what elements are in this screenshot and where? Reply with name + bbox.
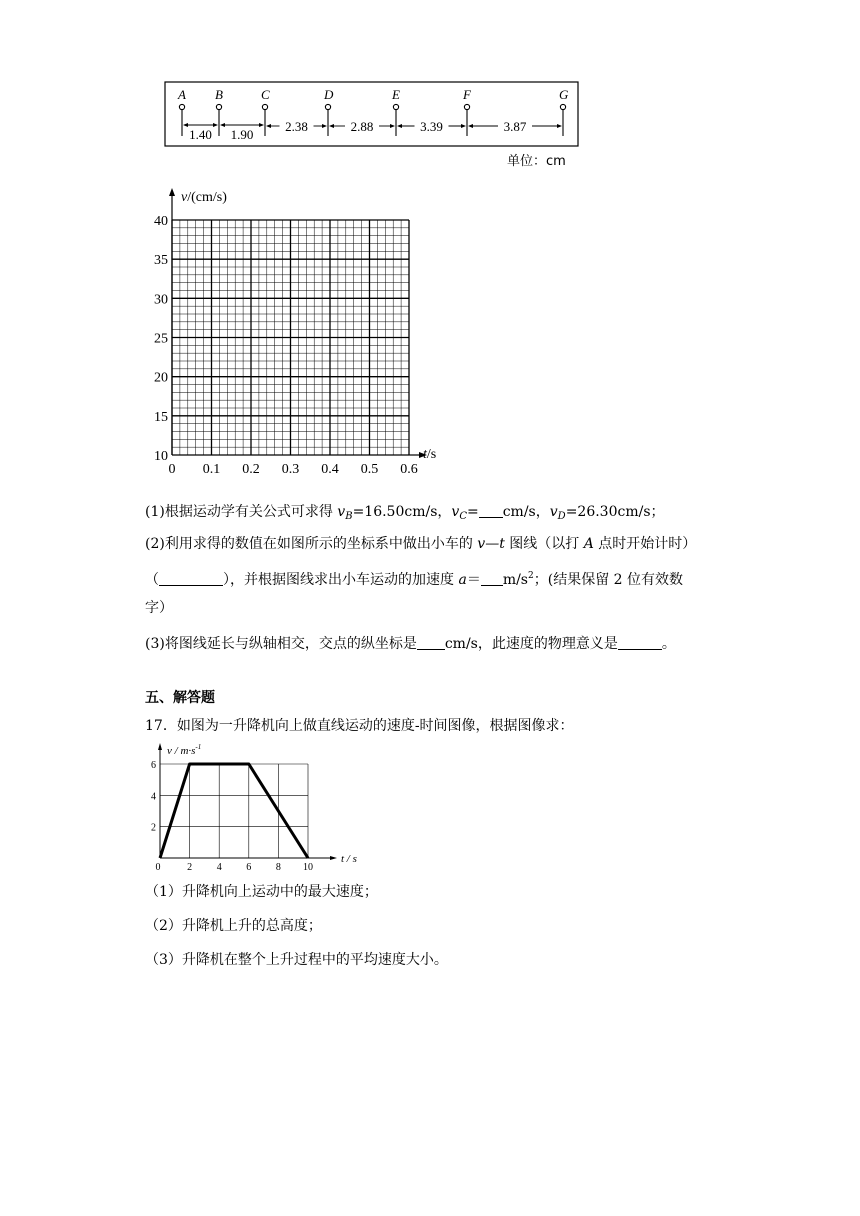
tape-point-label-g: G — [559, 87, 569, 102]
tape-point-label-d: D — [324, 87, 334, 102]
vt-ytick-label: 15 — [154, 409, 168, 425]
question-2-line-1: (2)利用求得的数值在如图所示的坐标系中做出小车的 v—t 图线（以打 A 点时开始计时） — [145, 536, 697, 552]
elevator-v-arrow — [158, 743, 162, 750]
problem-17-item-2: （2）升降机上升的总高度； — [145, 918, 322, 934]
tape-segment-label: 3.87 — [503, 119, 527, 134]
grid-lines — [172, 220, 409, 455]
tape-segment-label: 2.38 — [285, 119, 308, 134]
problem-17-stem: 17．如图为一升降机向上做直线运动的速度-时间图像，根据图像求： — [145, 718, 574, 734]
elevator-xtick-label: 6 — [246, 862, 252, 870]
vt-ytick-label: 30 — [154, 292, 168, 308]
tape-dot-f — [464, 104, 469, 109]
tape-dot-a — [179, 104, 184, 109]
vt-yticks — [154, 214, 168, 464]
question-2-line-2: （ ），并根据图线求出小车运动的加速度 $a= m/s^2$；(结果保留 2 位有效数 — [145, 571, 684, 588]
vt-grid-figure — [145, 183, 445, 478]
elevator-xtick-label: 4 — [216, 862, 222, 870]
vt-xticks — [169, 462, 418, 477]
elevator-velocity-line — [160, 764, 308, 858]
elevator-xticks — [156, 862, 314, 870]
vt-xtick-label: 0.1 — [202, 462, 221, 477]
tape-dot-g — [560, 104, 565, 109]
elevator-xtick-label: 8 — [275, 862, 281, 870]
meaning-blank — [618, 635, 662, 650]
tape-dot-c — [262, 104, 267, 109]
vC-blank — [479, 503, 503, 518]
elevator-xtick-label: 0 — [155, 862, 161, 870]
graph-blank — [159, 571, 223, 586]
vt-xtick-label: 0.3 — [281, 462, 300, 477]
vt-ytick-label: 25 — [154, 331, 168, 347]
tape-arrowhead — [266, 124, 271, 128]
tape-point-label-e: E — [392, 87, 400, 102]
elevator-xtick-label: 10 — [303, 862, 313, 870]
problem-17-item-3: （3）升降机在整个上升过程中的平均速度大小。 — [145, 952, 448, 968]
tape-frame — [165, 82, 578, 146]
tape-arrowhead — [557, 124, 562, 128]
tape-unit-label: 单位：cm — [507, 154, 566, 169]
problem-17-item-1: （1）升降机向上运动中的最大速度； — [145, 884, 378, 900]
acceleration-blank — [481, 571, 503, 586]
elevator-ylabel: $v / m\cdot s^{-1}$ — [167, 743, 202, 757]
section-heading: 五、解答题 — [145, 690, 215, 706]
tape-arrowhead — [390, 124, 395, 128]
vt-xtick-label: 0 — [168, 462, 176, 477]
tape-dot-b — [216, 104, 221, 109]
question-3: (3)将图线延长与纵轴相交，交点的纵坐标是 cm/s，此速度的物理意义是 。 — [145, 636, 676, 652]
intercept-blank — [417, 635, 445, 650]
elevator-xlabel: t / s — [341, 853, 357, 865]
elevator-vt-chart — [145, 740, 370, 870]
tape-segment-label: 1.90 — [230, 127, 254, 142]
tape-arrowhead — [468, 124, 473, 128]
tape-arrowhead — [259, 123, 264, 127]
vt-ytick-label: 40 — [154, 214, 168, 229]
tape-dot-e — [393, 104, 398, 109]
elevator-t-arrow — [330, 856, 337, 860]
vt-ylabel: v/(cm/s) — [181, 190, 227, 205]
elevator-ytick-label: 2 — [151, 822, 156, 834]
tape-arrowhead — [183, 123, 188, 127]
tape-arrowhead — [397, 124, 402, 128]
elevator-ytick-label: 6 — [151, 760, 156, 771]
elevator-grid — [160, 764, 308, 858]
tape-point-label-f: F — [463, 87, 471, 102]
v-axis-arrow — [169, 188, 175, 196]
tape-arrowhead — [329, 124, 334, 128]
tape-arrowhead — [213, 123, 218, 127]
question-1: (1)根据运动学有关公式可求得 $v_B=16.50cm/s$，$v_C= cm/s$，$v_D=26.30cm/s$； — [145, 504, 665, 522]
tape-point-label-a: A — [178, 87, 186, 102]
tape-segments — [183, 119, 562, 142]
tape-point-label-b: B — [215, 87, 223, 102]
vt-xlabel: t/s — [423, 447, 437, 462]
elevator-ytick-label: 4 — [151, 791, 156, 803]
vt-xtick-label: 0.6 — [400, 462, 418, 477]
tape-arrowhead — [220, 123, 225, 127]
tape-arrowhead — [461, 124, 466, 128]
vt-xtick-label: 0.4 — [321, 462, 339, 477]
tape-segment-label: 1.40 — [189, 127, 212, 142]
vt-ytick-label: 10 — [154, 449, 168, 464]
elevator-yticks — [151, 760, 156, 834]
vt-xtick-label: 0.2 — [242, 462, 260, 477]
tape-dot-d — [325, 104, 330, 109]
elevator-xtick-label: 2 — [187, 862, 193, 870]
tape-point-label-c: C — [261, 87, 270, 102]
vt-ytick-label: 20 — [154, 370, 168, 386]
question-2-line-3: 字） — [145, 600, 173, 616]
tape-arrowhead — [322, 124, 327, 128]
vt-ytick-label: 35 — [154, 253, 168, 269]
tape-segment-label: 2.88 — [350, 119, 374, 134]
tape-segment-label: 3.39 — [420, 119, 443, 134]
vt-xtick-label: 0.5 — [360, 462, 379, 477]
